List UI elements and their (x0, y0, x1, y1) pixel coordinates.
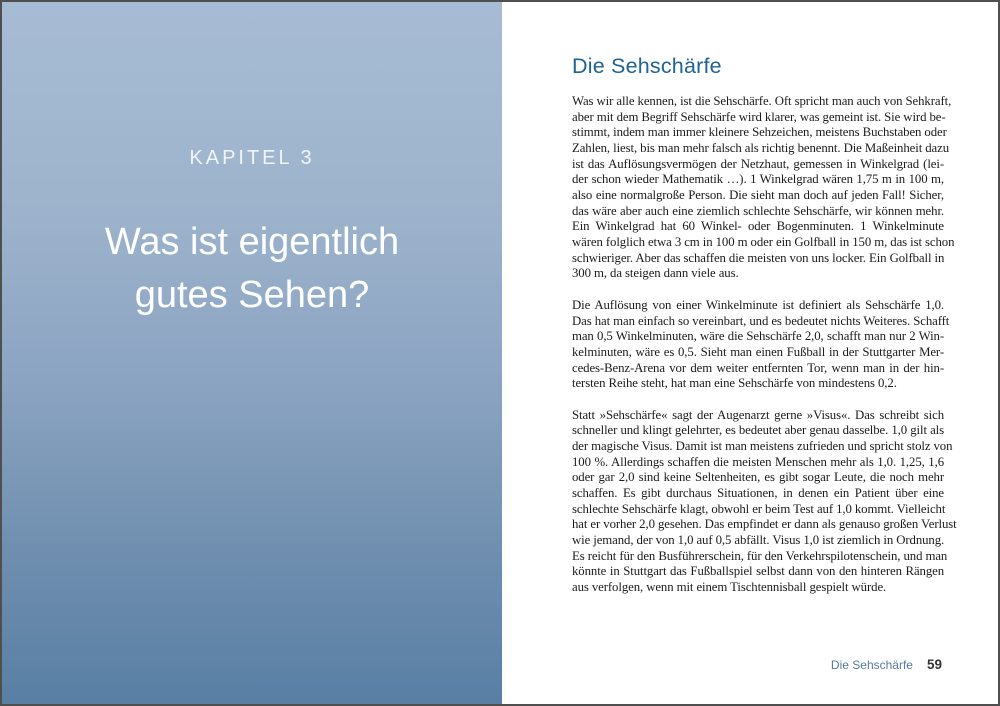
paragraph-3 (572, 407, 957, 596)
text-line: Ein Winkelgrad hat 60 Winkel- oder Bogenminuten. 1 Winkelminute (572, 219, 944, 234)
text-line: also eine normalgroße Person. Die sieht man doch auf jeden Fall! Sicher, (572, 187, 944, 202)
text-line: stimmt, indem man immer kleinere Sehzeichen, meistens Buchstaben oder (572, 125, 947, 140)
chapter-title-line-2: gutes Sehen? (134, 274, 370, 316)
text-line: Es reicht für den Busführerschein, für den Verkehrspilotenschein, und man (572, 548, 948, 563)
text-line: aus verfolgen, wenn mit einem Tischtennisball gespielt würde. (572, 580, 887, 595)
text-line: das wäre aber auch eine ziemlich schlechte Sehschärfe, wir können mehr. (572, 203, 944, 218)
text-line: 100 %. Allerdings schaffen die meisten Menschen mehr als 1,0. 1,25, 1,6 (572, 454, 944, 469)
page-footer (831, 657, 942, 672)
text-line: ist das Auflösungsvermögen der Netzhaut, gemessen in Winkelgrad (lei- (572, 156, 944, 171)
running-footer-title: Die Sehschärfe (830, 658, 913, 672)
text-line: kelminuten, wäre es 0,5. Sieht man einen Fußball in der Stuttgarter Mer- (572, 344, 944, 359)
text-line: Was wir alle kennen, ist die Sehschärfe. Oft spricht man auch von Sehkraft, (572, 94, 952, 108)
text-line: man 0,5 Winkelminuten, wäre die Sehschärfe 2,0, schafft man nur 2 Win- (572, 329, 944, 344)
text-line: cedes-Benz-Arena vor dem weiter entfernten Tor, wenn man in der hin- (572, 360, 944, 375)
text-line: Statt »Sehschärfe« sagt der Augenarzt gerne »Visus«. Das schreibt sich (572, 407, 944, 422)
text-line: der schon wieder Mathematik …). 1 Winkelgrad wären 1,75 m in 100 m, (572, 172, 944, 187)
text-line: hat er vorher 2,0 gesehen. Das empfindet er dann als genauso großen Verlust (572, 517, 957, 532)
text-line: wären folglich etwa 3 cm in 100 m oder ein Golfball in 150 m, das ist schon (572, 234, 955, 249)
page-number: 59 (926, 657, 942, 672)
text-line: schwieriger. Aber das schaffen die meisten von uns locker. Ein Golfball in (572, 250, 945, 265)
text-line: Das hat man einfach so vereinbart, und es bedeutet nichts Weiteres. Schafft (572, 313, 950, 328)
chapter-title-line-1: Was ist eigentlich (104, 221, 400, 263)
chapter-title (2, 216, 502, 322)
text-line: Zahlen, liest, bis man mehr falsch als richtig benennt. Die Maßeinheit dazu (572, 140, 950, 155)
text-line: schaffen. Es gibt durchaus Situationen, in denen ein Patient über eine (572, 486, 944, 501)
paragraph-1 (572, 94, 955, 282)
text-line: wie jemand, der von 1,0 auf 0,5 abfällt. Visus 1,0 ist ziemlich in Ordnung. (572, 533, 945, 548)
text-line: tersten Reihe steht, hat man eine Sehschärfe von mindestens 0,2. (572, 376, 897, 391)
text-line: 300 m, da steigen dann viele aus. (572, 266, 739, 281)
chapter-panel (2, 2, 502, 704)
section-heading: Die Sehschärfe (572, 54, 722, 78)
text-line: Die Auflösung von einer Winkelminute ist definiert als Sehschärfe 1,0. (572, 297, 944, 312)
text-line: oder gar 2,0 sind keine Seltenheiten, es gibt sogar Leute, die noch mehr (572, 470, 944, 485)
text-line: könnte in Stuttgart das Fußballspiel selbst dann von den hinteren Rängen (572, 564, 944, 579)
text-page (502, 2, 998, 704)
text-line: schlechte Sehschärfe klagt, obwohl er beim Test auf 1,0 kommt. Vielleicht (572, 501, 946, 516)
text-line: der magische Visus. Damit ist man meistens zufrieden und spricht stolz von (572, 439, 953, 454)
paragraph-2 (572, 297, 950, 392)
text-line: schneller und klingt gelehrter, es bedeutet aber genau dasselbe. 1,0 gilt als (572, 423, 944, 438)
text-line: aber mit dem Begriff Sehschärfe wird klarer, was gemeint ist. Sie wird be- (572, 109, 946, 124)
body-text (572, 94, 957, 596)
chapter-kicker: KAPITEL 3 (189, 147, 315, 169)
